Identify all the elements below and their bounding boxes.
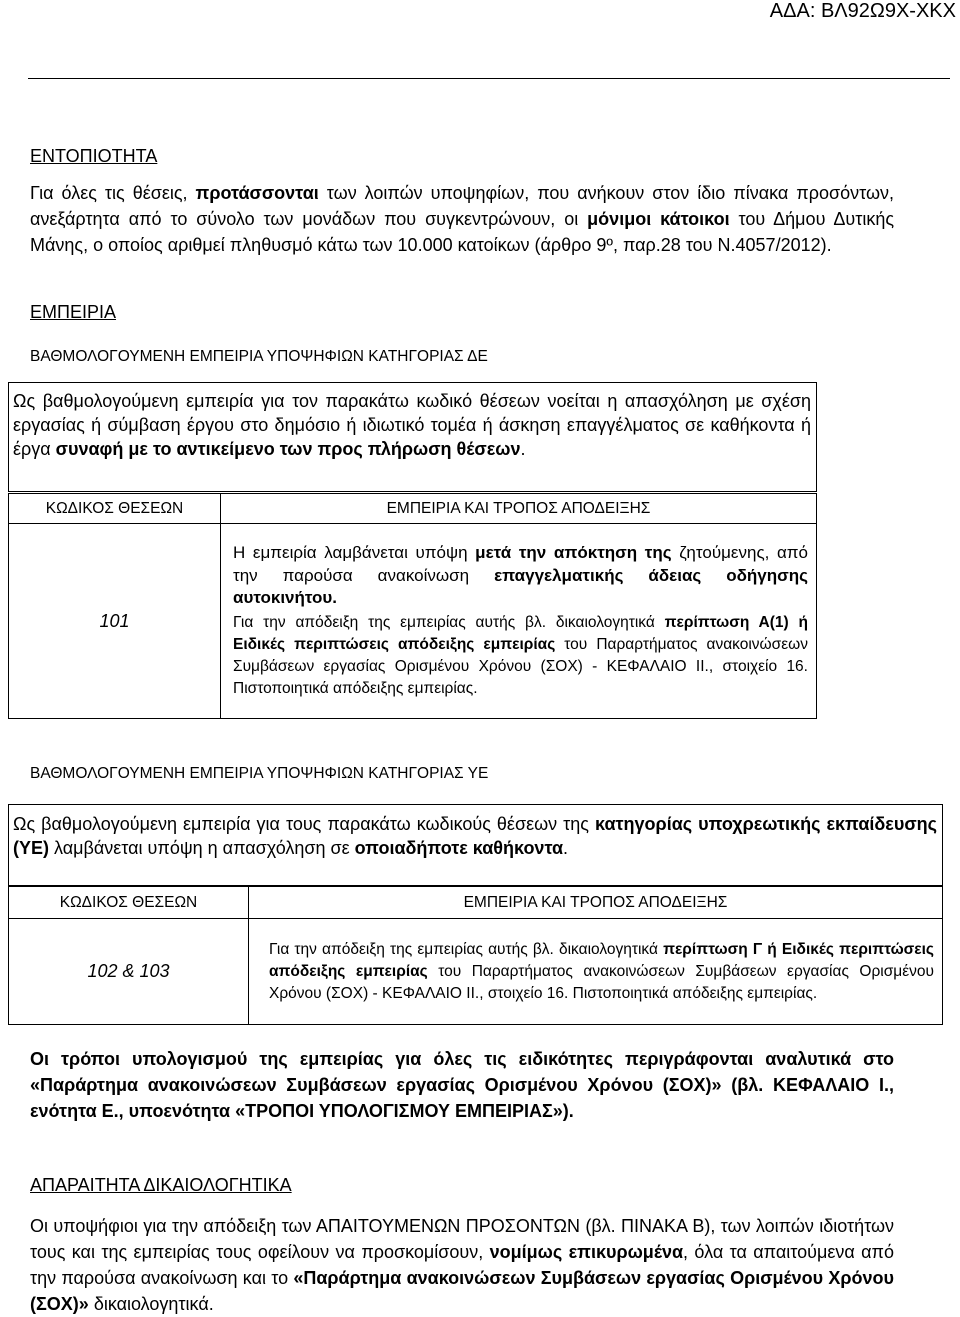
documents-paragraph — [30, 1213, 894, 1317]
de-proof-2: περίπτωση Α(1) ή Ειδικές περιπτώσεις απόδειξης εμπειρίας — [233, 613, 808, 653]
documents-text-5: δικαιολογητικά. — [88, 1294, 214, 1314]
experience-ye-intro — [13, 812, 937, 860]
residency-title: ΕΝΤΟΠΙΟΤΗΤΑ — [30, 146, 158, 166]
de-position-code: 101 — [9, 524, 221, 719]
ye-col-experience-header: ΕΜΠΕΙΡΙΑ ΚΑΙ ΤΡΟΠΟΣ ΑΠΟΔΕΙΞΗΣ — [249, 887, 943, 919]
experience-de-table — [8, 493, 817, 719]
residency-paragraph — [30, 180, 894, 258]
de-proof-3: του Παραρτήματος ανακοινώσεων Συμβάσεων εργασίας Ορισμένου Χρόνου (ΣΟΧ) - ΚΕΦΑΛΑΙΟ ΙΙ., στοιχείο 16. Πιστοποιητικά απόδειξης εμπειρίας. — [233, 635, 808, 697]
ye-experience-cell — [249, 919, 943, 1025]
ye-proof-text — [269, 939, 934, 1005]
documents-text-4: «Παράρτημα ανακοινώσεων Συμβάσεων εργασίας Ορισμένου Χρόνου (ΣΟΧ)» — [30, 1268, 895, 1314]
documents-text-1: Οι υποψήφιοι για την απόδειξη των ΑΠΑΙΤΟΥΜΕΝΩΝ ΠΡΟΣΟΝΤΩΝ (βλ. ΠΙΝΑΚΑ Β), των λοιπών ιδιοτήτων τους και της εμπειρίας τους οφείλουν να προσκομίσουν, — [30, 1216, 894, 1262]
ye-intro-text-5: . — [563, 838, 569, 858]
residency-text-3: των λοιπών υποψηφίων, που ανήκουν στον ίδιο πίνακα προσόντων, ανεξάρτητα από το σύνολο των μονάδων που συγκεντρώνουν, οι — [30, 183, 894, 229]
residency-text-5: του Δήμου Δυτικής Μάνης, ο οποίος αριθμεί πληθυσμό κάτω των 10.000 κατοίκων (άρθρο 9º, παρ.28 του Ν.4057/2012). — [30, 209, 895, 255]
de-intro-text-2: συναφή με το αντικείμενο των προς πλήρωση θέσεων — [55, 439, 521, 459]
experience-ye-heading: ΒΑΘΜΟΛΟΓΟΥΜΕΝΗ ΕΜΠΕΙΡΙΑ ΥΠΟΨΗΦΙΩΝ ΚΑΤΗΓΟΡΙΑΣ ΥΕ — [30, 765, 489, 782]
header-rule — [28, 78, 950, 79]
de-exp-3: ζητούμενης, από την παρούσα ανακοίνωση — [233, 543, 808, 585]
ye-proof-3: του Παραρτήματος ανακοινώσεων Συμβάσεων εργασίας Ορισμένου Χρόνου (ΣΟΧ) - ΚΕΦΑΛΑΙΟ ΙΙ., στοιχείο 16. Πιστοποιητικά απόδειξης εμπειρίας. — [269, 962, 934, 1002]
de-experience-text — [233, 542, 808, 610]
ye-proof-2: περίπτωση Γ ή Ειδικές περιπτώσεις απόδειξης εμπειρίας — [269, 940, 934, 980]
de-intro-text-3: . — [520, 439, 526, 459]
experience-de-heading: ΒΑΘΜΟΛΟΓΟΥΜΕΝΗ ΕΜΠΕΙΡΙΑ ΥΠΟΨΗΦΙΩΝ ΚΑΤΗΓΟΡΙΑΣ ΔΕ — [30, 348, 488, 365]
de-col-code-header: ΚΩΔΙΚΟΣ ΘΕΣΕΩΝ — [9, 494, 221, 524]
experience-de-intro — [13, 389, 811, 461]
experience-de-intro-box — [8, 382, 817, 492]
documents-text-3: , όλα τα απαιτούμενα από την παρούσα ανακοίνωση και το — [30, 1242, 894, 1288]
experience-title: ΕΜΠΕΙΡΙΑ — [30, 302, 117, 322]
de-col-experience-header: ΕΜΠΕΙΡΙΑ ΚΑΙ ΤΡΟΠΟΣ ΑΠΟΔΕΙΞΗΣ — [221, 494, 817, 524]
de-proof-text — [233, 612, 808, 700]
de-intro-text-1: Ως βαθμολογούμενη εμπειρία για τον παρακάτω κωδικό θέσεων νοείται η απασχόληση με σχέση εργασίας ή σύμβαση έργου στο δημόσιο ή ιδιωτικό τομέα ή άσκηση επαγγέλματος σε καθήκοντα ή έργα — [13, 391, 811, 459]
ye-col-code-header: ΚΩΔΙΚΟΣ ΘΕΣΕΩΝ — [9, 887, 249, 919]
experience-ye-intro-box — [8, 804, 943, 886]
de-experience-cell — [221, 524, 817, 719]
ye-intro-text-2: κατηγορίας υποχρεωτικής εκπαίδευσης (ΥΕ) — [13, 814, 937, 858]
experience-methods: Οι τρόποι υπολογισμού της εμπειρίας για όλες τις ειδικότητες περιγράφονται αναλυτικά στο «Παράρτημα ανακοινώσεων Συμβάσεων εργασίας Ορισμένου Χρόνου (ΣΟΧ)» (βλ. ΚΕΦΑΛΑΙΟ Ι., ενότητα Ε., υποενότητα «ΤΡΟΠΟΙ ΥΠΟΛΟΓΙΣΜΟΥ ΕΜΠΕΙΡΙΑΣ»). — [30, 1049, 894, 1121]
documents-title: ΑΠΑΡΑΙΤΗΤΑ ΔΙΚΑΙΟΛΟΓΗΤΙΚΑ — [30, 1175, 292, 1195]
documents-text-2: νομίμως επικυρωμένα — [489, 1242, 684, 1262]
de-exp-2: μετά την απόκτηση της — [475, 543, 672, 563]
ye-intro-text-1: Ως βαθμολογούμενη εμπειρία για τους παρακάτω κωδικούς θέσεων της — [13, 814, 596, 834]
residency-text-2: προτάσσονται — [195, 183, 319, 203]
ye-proof-1: Για την απόδειξη της εμπειρίας αυτής βλ. δικαιολογητικά — [269, 940, 664, 958]
residency-text-4: μόνιμοι κάτοικοι — [587, 209, 730, 229]
residency-text-1: Για όλες τις θέσεις, — [30, 183, 196, 203]
de-proof-1: Για την απόδειξη της εμπειρίας αυτής βλ. δικαιολογητικά — [233, 613, 665, 631]
de-exp-4: επαγγελματικής άδειας οδήγησης αυτοκινήτου. — [233, 565, 808, 608]
de-exp-1: Η εμπειρία λαμβάνεται υπόψη — [233, 543, 476, 563]
experience-ye-table — [8, 886, 943, 1025]
ye-intro-text-4: οποιαδήποτε καθήκοντα — [354, 838, 564, 858]
ye-position-code: 102 & 103 — [9, 919, 249, 1025]
ye-intro-text-3: λαμβάνεται υπόψη η απασχόληση σε — [49, 838, 355, 858]
ada-code: ΑΔΑ: ΒΛ92Ω9Χ-ΧΚΧ — [769, 0, 956, 22]
